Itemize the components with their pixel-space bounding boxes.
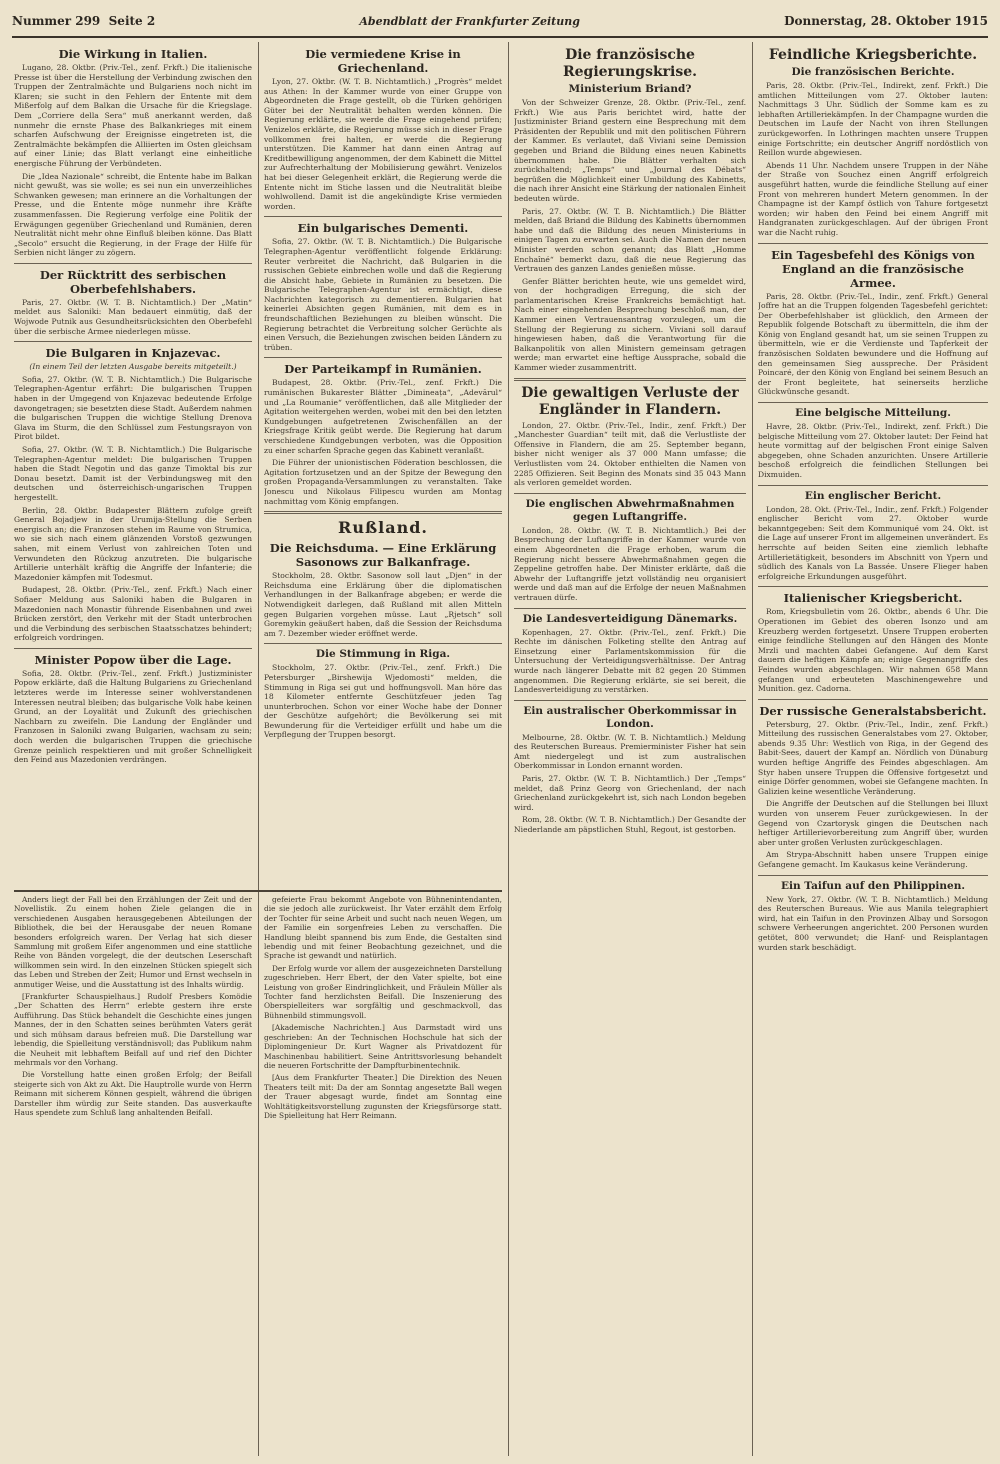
paragraph: Havre, 28. Oktbr. (Priv.-Tel., Indirekt, zenf. Frkft.) Die belgische Mitteilung vom 27. Oktober lautet: Der Feind hat heute vormittag auf der belgischen Front einige Salven abgegeben, ohne Schaden anzurichten. Unsere Artillerie beschoß erfolgreich die feindlichen Stellungen bei Dixmuiden. bbox=[758, 422, 988, 479]
article bbox=[758, 407, 988, 480]
feuilleton-column-2 bbox=[264, 895, 502, 1455]
paragraph: Budapest, 28. Oktbr. (Priv.-Tel., zenf. Frkft.) Die rumänischen Bukarester Blätter „Dimineața“, „Adevărul“ und „La Roumanie“ veröffentlichen, daß alle Mitglieder der Agitation weitergehen werden, wobei mit den bei den letzten Kundgebungen aufgetretenen Zwischenfällen an der Kriegsfrage Kritik geübt werde. Die Regierung hat darum verschiedene Kundgebungen verboten, was die Opposition zu einer scharfen Sprache gegen das Kabinett veranlaßt. bbox=[264, 378, 502, 455]
headline: Die Wirkung in Italien. bbox=[58, 47, 208, 61]
page-number: Nummer 299 Seite 2 bbox=[12, 14, 156, 28]
paragraph: Budapest, 28. Oktbr. (Priv.-Tel., zenf. Frkft.) Nach einer Sofiaer Meldung aus Saloniki haben die Bulgaren in Mazedonien nach Monastir führende Eisenbahnen und zwei Brücken zerstört, den Verkehr mit der Stadt unterbrochen und die Verbindung des serbischen Staatsschatzes behindert; erfolgreich vordringen. bbox=[14, 585, 252, 643]
headline: Die Stimmung in Riga. bbox=[315, 648, 451, 661]
divider bbox=[758, 485, 988, 486]
article bbox=[264, 47, 502, 211]
article bbox=[14, 268, 252, 336]
article bbox=[758, 248, 988, 398]
masthead: Abendblatt der Frankfurter Zeitung bbox=[359, 15, 580, 28]
divider bbox=[514, 608, 746, 609]
page-header bbox=[12, 14, 988, 34]
column-rule bbox=[752, 42, 753, 1456]
paragraph: Paris, 28. Oktbr. (Priv.-Tel., Indirekt, zenf. Frkft.) Die amtlichen Mitteilungen vom 27. Oktober lauten: Nachmittags 3 Uhr. Südlich der Somme kam es zu lebhaften Artilleriekämpfen. In der Champagne wurden die Deutschen im Laufe der Nacht von ihren Stellungen zurückgeworfen. In Lothringen machten unsere Truppen einige Fortschritte; ein deutscher Angriff nordöstlich von Reillon wurde abgewiesen. bbox=[758, 81, 988, 158]
column-4 bbox=[758, 44, 988, 1454]
article bbox=[758, 704, 988, 870]
article bbox=[514, 385, 746, 488]
paragraph: Stockholm, 28. Oktbr. Sasonow soll laut „Djen“ in der Reichsduma eine Erklärung über die diplomatischen Verhandlungen in der Balkanfrage abgeben; er werde die Notwendigkeit darlegen, daß Rußland mit allen Mitteln gegen Bulgarien vorgehen müsse. Laut „Rjetsch“ soll Goremykin geäußert haben, daß die Session der Reichsduma am 7. Dezember wieder eröffnet werde. bbox=[264, 571, 502, 638]
paragraph: New York, 27. Oktbr. (W. T. B. Nichtamtlich.) Meldung des Reuterschen Bureaus. Wie aus Manila telegraphiert wird, hat ein Taifun in den Provinzen Albay und Sorsogon schwere Verheerungen angerichtet. 200 Personen wurden getötet, 800 verwundet; die Hanf- und Reisplantagen wurden stark beschädigt. bbox=[758, 894, 988, 952]
column-rule bbox=[508, 42, 509, 1456]
headline: Die gewaltigen Verluste der Engländer in Flandern. bbox=[521, 384, 739, 418]
article bbox=[264, 221, 502, 352]
headline: Minister Popow über die Lage. bbox=[34, 652, 232, 667]
column-1 bbox=[14, 44, 252, 889]
paragraph: Sofia, 27. Oktbr. (W. T. B. Nichtamtlich.) Die Bulgarische Telegraphen-Agentur meldet: Die bulgarischen Truppen haben die Stadt Negotin und das ganze Timoktal bis zur Donau besetzt. Damit ist der Verbindungsweg mit den deutschen und österreichisch-ungarischen Truppen hergestellt. bbox=[14, 445, 252, 502]
paragraph: Sofia, 27. Oktbr. (W. T. B. Nichtamtlich.) Die Bulgarische Telegraphen-Agentur veröffentlicht folgende Erklärung: Reuter verbreitet die Nachricht, daß Bulgarien in die russischen Gebiete einbrechen wolle und daß die Regierung die Absicht habe, Gebiete in Rumänien zu besetzen. Die Bulgarische Telegraphen-Agentur ist ermächtigt, diese Nachrichten kategorisch zu dementieren. Bulgarien hat keinerlei Absichten gegen Rumänien, mit dem es in freundschaftlichen Beziehungen zu bleiben wünscht. Die Regierung betrachtet die Verbreitung solcher Gerüchte als einen Versuch, die Beziehungen zwischen beiden Ländern zu trüben. bbox=[264, 237, 502, 352]
column-3 bbox=[514, 44, 746, 1454]
article bbox=[14, 47, 252, 258]
divider bbox=[14, 341, 252, 342]
paragraph: Genfer Blätter berichten heute, wie uns gemeldet wird, von der hochgradigen Erregung, die sich der parlamentarischen Kreise Frankreichs bemächtigt hat. Nach einer eingehenden Besprechung beschloß man, der Kammer einen Vertrauensantrag vorzulegen, um die Stellung der Regierung zu sichern. Viviani soll darauf hingewiesen haben, daß die Verantwortung für die Balkanpolitik von allen Ministern gemeinsam getragen werde; man erwartet eine heftige Aussprache, sobald die Kammer wieder zusammentritt. bbox=[514, 276, 746, 373]
column-rule bbox=[258, 42, 259, 1456]
article bbox=[758, 880, 988, 953]
subheadline: Ministerium Briand? bbox=[568, 83, 692, 95]
article bbox=[758, 490, 988, 582]
headline: Der Rücktritt des serbischen Oberbefehlshabers. bbox=[39, 267, 227, 296]
divider bbox=[264, 357, 502, 358]
headline: Die Reichsduma. — Eine Erklärung Sasonows zur Balkanfrage. bbox=[269, 541, 497, 570]
divider bbox=[514, 700, 746, 701]
paragraph: Paris, 27. Oktbr. (W. T. B. Nichtamtlich.) Die Blätter melden, daß Briand die Bildung des Kabinetts übernommen habe und daß die Bildung des neuen Ministeriums in einigen Tagen zu erwarten sei. Auch die Namen der neuen Minister werden schon genannt; das Blatt „Homme Enchaîné“ bemerkt dazu, daß die neue Regierung das Vertrauen des ganzen Landes genießen müsse. bbox=[514, 206, 746, 274]
article bbox=[264, 541, 502, 638]
headline: Italienischer Kriegsbericht. bbox=[783, 591, 963, 606]
article bbox=[514, 705, 746, 835]
paragraph: London, 27. Oktbr. (Priv.-Tel., Indir., zenf. Frkft.) Der „Manchester Guardian“ teilt mit, daß die Verlustliste der Offensive in Flandern, die am 25. September begann, bisher nicht weniger als 37 000 Mann umfasse; die Verlustlisten vom 24. Oktober enthielten die Namen von 2285 Offizieren. Seit Beginn des Monats sind 35 043 Mann als verloren gemeldet worden. bbox=[514, 420, 746, 488]
article bbox=[758, 591, 988, 693]
paragraph: Paris, 27. Oktbr. (W. T. B. Nichtamtlich.) Der „Matin“ meldet aus Saloniki: Man bedauert einmütig, daß der Wojwode Putnik aus Gesundheitsrücksichten den Oberbefehl über die serbische Armee niederlegen müsse. bbox=[14, 297, 252, 336]
paragraph: Die Angriffe der Deutschen auf die Stellungen bei Illuxt wurden von unserem Feuer zurückgewiesen. In der Gegend von Czartorysk gingen die Deutschen nach heftiger Artillerievorbereitung zum Angriff über, wurden aber unter großen Verlusten zurückgeschlagen. bbox=[758, 799, 988, 847]
paragraph: Der Erfolg wurde vor allem der ausgezeichneten Darstellung zugeschrieben. Herr Ebert, der den Vater spielte, bot eine Leistung von großer Eindringlichkeit, und Fräulein Müller als Tochter fand herzlichsten Beifall. Die Inszenierung des Oberspielleiters war sorgfältig und geschmackvoll, das Bühnenbild stimmungsvoll. bbox=[264, 963, 502, 1020]
paragraph: Berlin, 28. Oktbr. Budapester Blättern zufolge greift General Bojadjew in der Urumija-Stellung die Serben energisch an; die Franzosen stehen im Raume von Strumica, wo sie sich nach einem glänzenden Vorstoß gezwungen sahen, mit einem Verlust von zahlreichen Toten und Verwundeten den Rückzug anzutreten. Die bulgarische Artillerie unterhält kräftig die Angriffe der Infanterie; die Mazedonier kämpfen mit Todesmut. bbox=[14, 505, 252, 582]
feuilleton-column-1 bbox=[14, 895, 252, 1455]
headline: Ein bulgarisches Dementi. bbox=[297, 221, 469, 236]
paragraph: Sofia, 28. Oktbr. (Priv.-Tel., zenf. Frkft.) Justizminister Popow erklärte, daß die Haltung Bulgariens zu Griechenland letzteres werde im Interesse seiner wohlverstandenen Interessen neutral bleiben; das bulgarische Volk habe keinen Grund, an der Loyalität und Zukunft des griechischen Nachbarn zu zweifeln. Die Landung der Engländer und Franzosen in Saloniki zwang Bulgarien, wachsam zu sein; doch werden die bulgarischen Truppen die griechische Grenze peinlich respektieren und mit großer Schnelligkeit den Feind aus Mazedonien verdrängen. bbox=[14, 668, 252, 765]
paragraph: London, 28. Okt. (Priv.-Tel., Indir., zenf. Frkft.) Folgender englischer Bericht vom 27. Oktober wurde bekanntgegeben: Seit dem Kommuniqué vom 24. Okt. ist die Lage auf unserer Front im allgemeinen unverändert. Es herrschte auf beiden Seiten eine ziemlich lebhafte Artillerietätigkeit, besonders im Abschnitt von Ypern und südlich des Kanals von La Bassée. Unsere Flieger haben erfolgreiche Erkundungen ausgeführt. bbox=[758, 504, 988, 581]
feuilleton-rule bbox=[14, 890, 502, 892]
paragraph: Stockholm, 27. Oktbr. (Priv.-Tel., zenf. Frkft.) Die Petersburger „Birshewija Wjedomosti“ melden, die Stimmung in Riga sei gut und hoffnungsvoll. Man höre das 18 Kilometer entfernte Geschützfeuer jeden Tag ununterbrochen. Schon vor einer Woche habe der Donner der Geschütze aufgehört; die Bevölkerung sei mit Bewunderung für die Verteidiger erfüllt und habe um die Verpflegung der Truppen besorgt. bbox=[264, 663, 502, 740]
article bbox=[264, 648, 502, 740]
paragraph: Melbourne, 28. Oktbr. (W. T. B. Nichtamtlich.) Meldung des Reuterschen Bureaus. Premierminister Fisher hat sein Amt niedergelegt und ist zum australischen Oberkommissar in London ernannt worden. bbox=[514, 732, 746, 771]
article bbox=[514, 613, 746, 695]
divider bbox=[758, 243, 988, 244]
paragraph: Lugano, 28. Oktbr. (Priv.-Tel., zenf. Frkft.) Die italienische Presse ist über die Herstellung der Verbindung zwischen den Truppen der Zentralmächte und Bulgariens noch nicht im Klaren; sie sucht in den Fehlern der Entente mit dem Mißerfolg auf dem Balkan die Ursache für die Kriegslage. Dem „Corriere della Sera“ muß anerkannt werden, daß nunmehr die ernste Phase des Balkankrieges mit einem scharfen Aufschwung der Ereignisse eingetreten ist, die Zentralmächte bekämpfen die Alliierten im Osten gleichsam auf einer Linie; das Blatt verlangt eine einheitliche energische Führung der Verbündeten. bbox=[14, 63, 252, 168]
article bbox=[514, 47, 746, 373]
article bbox=[14, 346, 252, 643]
paragraph: Kopenhagen, 27. Oktbr. (Priv.-Tel., zenf. Frkft.) Die Rechte im dänischen Folketing stellte den Antrag auf Einsetzung einer Parlamentskommission für die Untersuchung der Verteidigungsverhältnisse. Der Antrag wurde nach längerer Debatte mit 82 gegen 20 Stimmen angenommen. Die Regierung erklärte, sie sei bereit, die Landesverteidigung zu verstärken. bbox=[514, 627, 746, 695]
divider bbox=[264, 643, 502, 644]
paragraph: Sofia, 27. Oktbr. (W. T. B. Nichtamtlich.) Die Bulgarische Telegraphen-Agentur erfährt: Die bulgarischen Truppen haben in der Umgegend von Knjazevac bedeutende Erfolge davongetragen; sie besetzten diese Stadt. Außerdem nahmen die bulgarischen Truppen die wichtige Stellung Drenova Glava im Sturm, die den Schlüssel zum Festungsrayon von Pirot bildet. bbox=[14, 374, 252, 442]
headline: Die Bulgaren in Knjazevac. bbox=[45, 346, 221, 361]
article bbox=[514, 498, 746, 603]
divider bbox=[264, 511, 502, 514]
section-heading: Rußland. bbox=[338, 518, 428, 538]
headline: Ein Taifun auf den Philippinen. bbox=[780, 879, 966, 892]
headline: Ein Tagesbefehl des Königs von England an die französische Armee. bbox=[771, 247, 975, 290]
headline: Ein englischer Bericht. bbox=[804, 489, 942, 502]
paragraph: Petersburg, 27. Oktbr. (Priv.-Tel., Indir., zenf. Frkft.) Mitteilung des russischen Generalstabes vom 27. Oktober, abends 9.35 Uhr: Westlich von Riga, in der Gegend des Babit-Sees, dauert der Kampf an. Nördlich von Dünaburg wurden heftige Angriffe des Feindes abgeschlagen. Am Styr haben unsere Truppen die Offensive fortgesetzt und einige Dörfer genommen, wobei sie Gefangene machten. In Galizien keine wesentliche Veränderung. bbox=[758, 719, 988, 796]
paragraph: gefeierte Frau bekommt Angebote von Bühnenintendanten, die sie jedoch alle zurückweist. Ihr Vater erzählt dem Erfolg der Tochter für seine Arbeit und sucht nach neuen Wegen, um der Familie ein sorgenfreies Leben zu verschaffen. Die Handlung bleibt spannend bis zum Ende, die Gestalten sind lebendig und mit feiner Beobachtung gezeichnet, und die Sprache ist gewandt und natürlich. bbox=[264, 895, 502, 961]
headline: Die französische Regierungskrise. bbox=[562, 47, 698, 80]
column-2 bbox=[264, 44, 502, 889]
paragraph: Am Strypa-Abschnitt haben unsere Truppen einige Gefangene gemacht. Im Kaukasus keine Veränderung. bbox=[758, 850, 988, 869]
headline: Feindliche Kriegsberichte. bbox=[768, 47, 978, 63]
subheadline: (In einem Teil der letzten Ausgabe bereits mitgeteilt.) bbox=[29, 362, 237, 372]
paragraph: Paris, 28. Oktbr. (Priv.-Tel., Indir., zenf. Frkft.) General Joffre hat an die Truppen folgenden Tagesbefehl gerichtet: Der Oberbefehlshaber ist glücklich, den Armeen der Republik folgende Botschaft zu übermitteln, die ihm der König von England gesandt hat, um sie seinen Truppen zu übermitteln, wie er die Verdienste und Tapferkeit der französischen Soldaten bewundere und die Hoffnung auf den gemeinsamen Sieg ausspreche. Der Präsident Poincaré, der den König von England bei seinem Besuch an der Front begleitete, hat seinerseits herzliche Glückwünsche gesandt. bbox=[758, 291, 988, 397]
paragraph: Rom, Kriegsbulletin vom 26. Oktbr., abends 6 Uhr. Die Operationen im Gebiet des oberen Isonzo und am Kreuzberg werden fortgesetzt. Unsere Truppen eroberten einige feindliche Stellungen auf den Hängen des Monte Mrzli und machten dabei Gefangene. Auf dem Karst dauern die heftigen Kämpfe an; einige Gegenangriffe des Feindes wurden abgeschlagen. Wir nahmen 658 Mann gefangen und erbeuteten Maschinengewehre und Munition. gez. Cadorna. bbox=[758, 607, 988, 694]
paragraph: [Aus dem Frankfurter Theater.] Die Direktion des Neuen Theaters teilt mit: Da der am Sonntag angesetzte Ball wegen der Trauer abgesagt wurde, findet am Sonntag eine Wohltätigkeitsvorstellung zugunsten der Kriegsfürsorge statt. Die Spielleitung hat Herr Reimann. bbox=[264, 1073, 502, 1120]
divider bbox=[758, 402, 988, 403]
divider bbox=[264, 216, 502, 217]
page-date: Donnerstag, 28. Oktober 1915 bbox=[784, 14, 988, 28]
paragraph: Von der Schweizer Grenze, 28. Oktbr. (Priv.-Tel., zenf. Frkft.) Wie aus Paris berichtet wird, hatte der Justizminister Briand gestern eine Besprechung mit dem Präsidenten der Republik und mit den politischen Führern der Kammer. Es verlautet, daß Viviani seine Demission gegeben und Briand die Bildung eines neuen Kabinetts übernommen habe. Die Blätter verhalten sich zurückhaltend; „Temps“ und „Journal des Débats“ begrüßen die Möglichkeit einer Umbildung des Kabinetts, die nach ihrer Ansicht eine Stärkung der nationalen Einheit bedeuten würde. bbox=[514, 98, 746, 203]
article bbox=[264, 362, 502, 506]
headline: Der Parteikampf in Rumänien. bbox=[284, 362, 482, 377]
paragraph: Anders liegt der Fall bei den Erzählungen der Zeit und der Novellistik. Zu einem hohen Ziele gelangen die in verschiedenen Ausgaben herausgegebenen Abteilungen der Bibliothek, die bei der Herausgabe der neuen Romane besonders erfolgreich waren. Der Verlag hat sich dieser Sammlung mit großem Eifer angenommen und eine stattliche Reihe von Bänden vorgelegt, die der deutschen Leserschaft willkommen sein wird. In den einzelnen Stücken spiegelt sich das Leben und Streben der Zeit; Humor und Ernst wechseln in anmutiger Weise, und die Ausstattung ist des Inhalts würdig. bbox=[14, 895, 252, 989]
paragraph: Rom, 28. Oktbr. (W. T. B. Nichtamtlich.) Der Gesandte der Niederlande am päpstlichen Stuhl, Regout, ist gestorben. bbox=[514, 815, 746, 835]
divider bbox=[758, 875, 988, 876]
divider bbox=[514, 493, 746, 494]
headline: Eine belgische Mitteilung. bbox=[795, 407, 951, 420]
paragraph: [Akademische Nachrichten.] Aus Darmstadt wird uns geschrieben: An der Technischen Hochschule hat sich der Diplomingenieur Dr. Kurt Wagner als Privatdozent für Maschinenbau habilitiert. Seine Antrittsvorlesung behandelt die neueren Fortschritte der Dampfturbinentechnik. bbox=[264, 1023, 502, 1070]
divider bbox=[14, 263, 252, 264]
paragraph: Paris, 27. Oktbr. (W. T. B. Nichtamtlich.) Der „Temps“ meldet, daß Prinz Georg von Griechenland, der nach Griechenland zurückgekehrt ist, sich nach London begeben wird. bbox=[514, 774, 746, 812]
headline: Die vermiedene Krise in Griechenland. bbox=[305, 47, 461, 75]
divider bbox=[758, 699, 988, 700]
article bbox=[14, 653, 252, 765]
divider bbox=[14, 648, 252, 649]
headline: Die Landesverteidigung Dänemarks. bbox=[522, 612, 738, 625]
divider bbox=[514, 378, 746, 381]
paragraph: London, 28. Oktbr. (W. T. B. Nichtamtlich.) Bei der Besprechung der Luftangriffe in der Kammer wurde von einem Abgeordneten die Frage erhoben, warum die Regierung nicht bessere Abwehrmaßnahmen gegen die Zeppeline getroffen habe. Der Minister erklärte, daß die Abwehr der Luftangriffe jetzt vollständig neu organisiert werde und daß man auf die Erfolge der neuen Maßnahmen vertrauen dürfe. bbox=[514, 525, 746, 602]
paragraph: Die „Idea Nazionale“ schreibt, die Entente habe im Balkan nicht gewußt, was sie wolle; es sei nun ein unverzeihliches Schwanken gewesen; man erinnere an die Vorhaltungen der Presse, und die Entente möge nunmehr ihre Kräfte zusammenfassen. Die Regierung verfolge eine Politik der Erwägungen gegenüber Griechenland und Rumänien, deren Neutralität nicht mehr ohne Einfluß bleiben könne. Das Blatt „Secolo“ ersucht die Regierung, in der Frage der Hilfe für Serbien nicht länger zu zögern. bbox=[14, 171, 252, 258]
paragraph: Lyon, 27. Oktbr. (W. T. B. Nichtamtlich.) „Progrès“ meldet aus Athen: In der Kammer wurde von einer Gruppe von Abgeordneten die Frage gestellt, ob die Türken gehörigen Güter bei der Neutralität behalten werden können. Die Regierung erklärte, sie werde die Frage eingehend prüfen; Venizelos erklärte, die Regierung müsse sich in dieser Frage vollkommen frei halten, er werde die Regierung unterstützen. Die Kammer hat dann einen Antrag auf Kreditbewilligung angenommen, der dem Kabinett die Mittel zur Aufrechterhaltung der Mobilisierung gewährt. Venizelos hat bei dieser Gelegenheit erklärt, die Regierung werde die Entente nicht im Stiche lassen und die Neutralität bleibe wohlwollend. Damit ist die angekündigte Krise vermieden worden. bbox=[264, 77, 502, 211]
paragraph: Die Führer der unionistischen Föderation beschlossen, die Agitation fortzusetzen und an der Spitze der Bewegung den großen Propaganda-Versammlungen zu veranstalten. Take Jonescu und Nikolaus Filipescu wurden am Montag nachmittag vom König empfangen. bbox=[264, 458, 502, 506]
article bbox=[758, 47, 988, 238]
headline: Ein australischer Oberkommissar in London. bbox=[523, 704, 737, 730]
header-rule bbox=[12, 36, 988, 38]
paragraph: Abends 11 Uhr. Nachdem unsere Truppen in der Nähe der Straße von Souchez einen Angriff erfolgreich ausgeführt hatten, wurde die feindliche Stellung auf einer Front von mehreren hundert Metern genommen. In der Champagne ist der Kampf östlich von Tahure fortgesetzt worden; wir haben den Feind bei einem Angriff mit Handgranaten zurückgeschlagen. Auf der übrigen Front war die Nacht ruhig. bbox=[758, 160, 988, 237]
subheadline: Die französischen Berichte. bbox=[791, 66, 955, 78]
headline: Die englischen Abwehrmaßnahmen gegen Luftangriffe. bbox=[525, 497, 735, 523]
paragraph: Die Vorstellung hatte einen großen Erfolg; der Beifall steigerte sich von Akt zu Akt. Die Hauptrolle wurde von Herrn Reimann mit sicherem Können gespielt, während die übrigen Darsteller ihm würdig zur Seite standen. Das ausverkaufte Haus spendete zum Schluß lang anhaltenden Beifall. bbox=[14, 1070, 252, 1117]
headline: Der russische Generalstabsbericht. bbox=[759, 703, 987, 718]
paragraph: [Frankfurter Schauspielhaus.] Rudolf Presbers Komödie „Der Schatten des Herrn“ erlebte gestern ihre erste Aufführung. Das Stück behandelt die Geschichte eines jungen Mannes, der in den Schatten seines berühmten Vaters gerät und sich mühsam daraus befreien muß. Die Darstellung war lebendig, die Spielleitung verständnisvoll; das Publikum nahm die Neuheit mit lebhaftem Beifall auf und rief den Dichter mehrmals vor den Vorhang. bbox=[14, 992, 252, 1067]
divider bbox=[758, 586, 988, 587]
